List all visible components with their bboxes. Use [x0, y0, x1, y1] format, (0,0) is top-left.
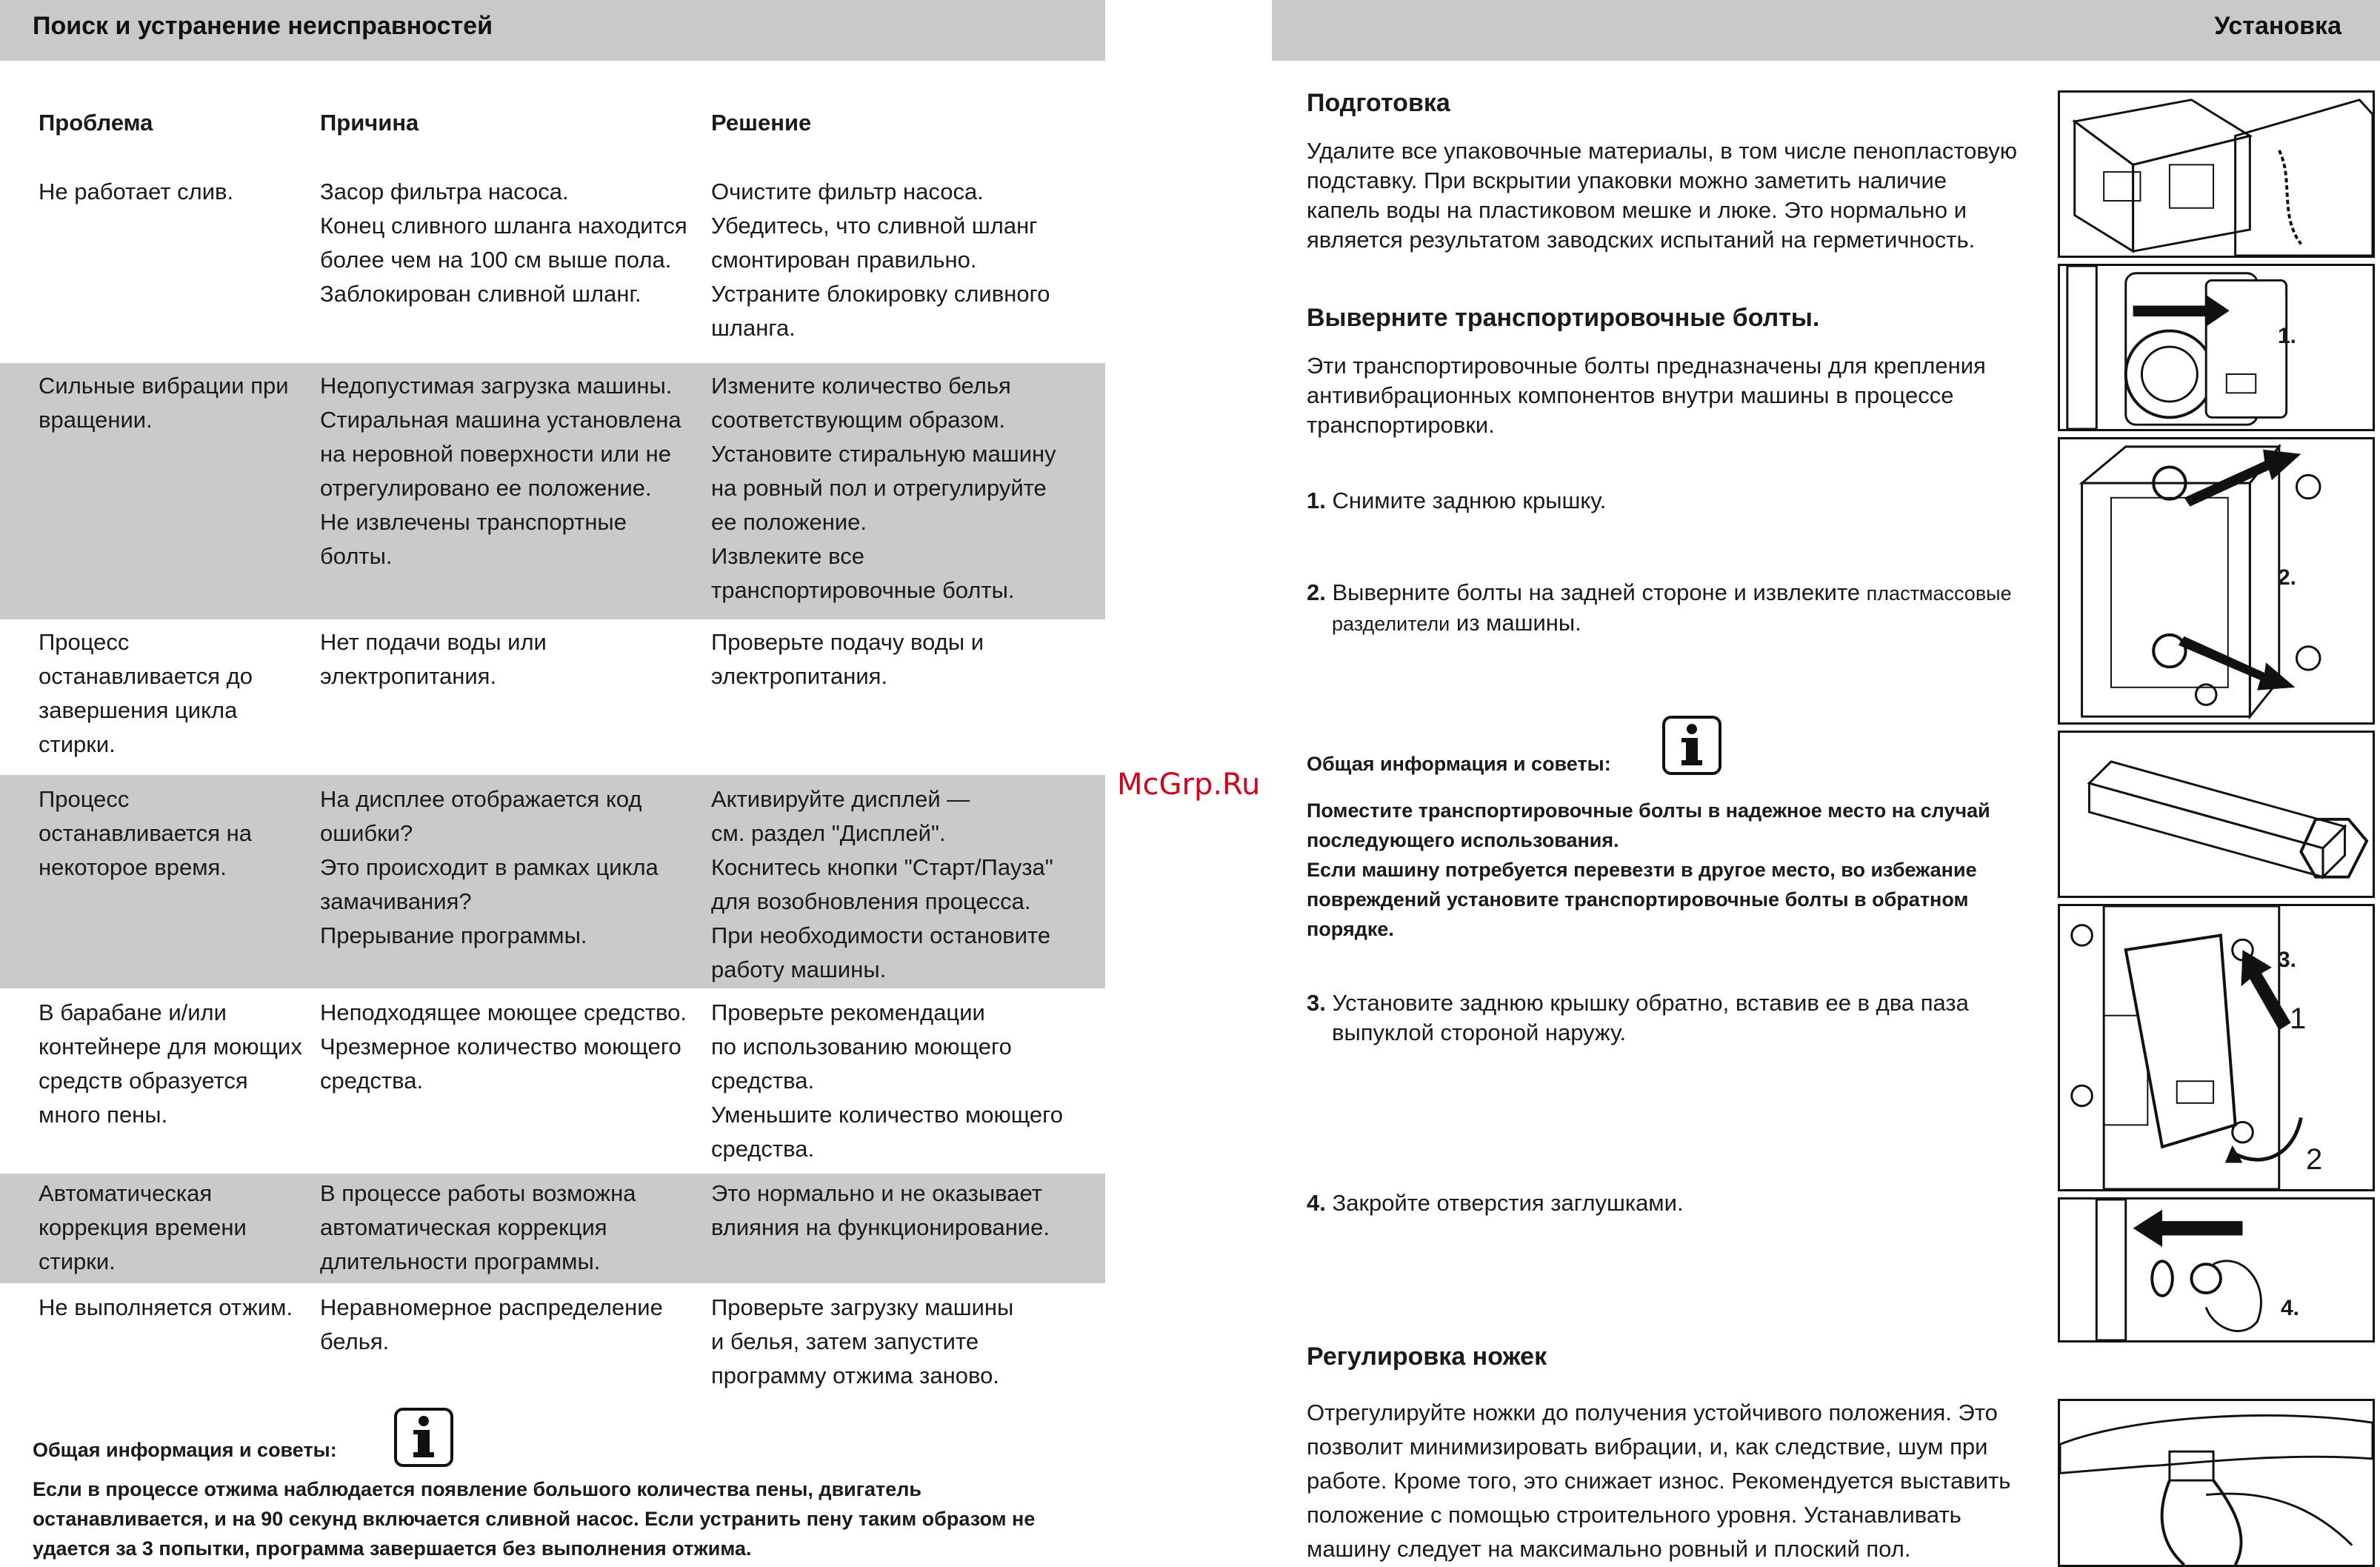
cause-cell: Засор фильтра насоса. Конец сливного шланга находится более чем на 100 см выше пола. Заблокирован сливной шланг.	[320, 179, 687, 307]
table-row	[0, 175, 1105, 362]
step-1	[1307, 486, 2047, 516]
right-header-band	[1272, 0, 2380, 61]
solution-cell: Проверьте рекомендации по использованию моющего средства. Уменьшите количество моющего средства.	[711, 999, 1064, 1162]
solution-cell: Проверьте подачу воды и электропитания.	[711, 629, 984, 689]
watermark: McGrp.Ru	[1117, 768, 1261, 802]
table-row	[0, 1174, 1105, 1283]
step-text: Снимите заднюю крышку.	[1332, 488, 1607, 513]
column-header-solution: Решение	[711, 110, 812, 136]
figure-refit-cover	[2058, 904, 2375, 1191]
table-row	[0, 775, 1105, 988]
step-text: Выверните болты на задней стороне и извлеките	[1332, 579, 1861, 605]
solution-cell: Очистите фильтр насоса. Убедитесь, что сливной шланг смонтирован правильно. Устраните блокировку сливного шланга.	[711, 179, 1050, 341]
step-text: из машины.	[1456, 610, 1581, 636]
step-number: 3.	[1307, 990, 1326, 1016]
step-text-small: пластмассовые разделители	[1332, 582, 2012, 635]
solution-cell: Активируйте дисплей — см. раздел "Дисплей". Коснитесь кнопки "Старт/Пауза" для возобновления процесса. При необходимости остановите работу машины.	[711, 786, 1053, 982]
step-4	[1307, 1188, 2047, 1218]
cause-cell: Неподходящее моющее средство. Чрезмерное количество моющего средства.	[320, 999, 687, 1094]
feet-text: Отрегулируйте ножки до получения устойчивого положения. Это позволит минимизировать вибрации, и, как следствие, шум при работе. Кроме того, это снижает износ. Рекомендуется выставить положение с помощью строительного уровня. Устанавливать машину следует на максимально ровный и плоский пол.	[1307, 1400, 2011, 1562]
section-title-bolts: Выверните транспортировочные болты.	[1307, 304, 1820, 332]
solution-cell: Измените количество белья соответствующим образом. Установите стиральную машину на ровный пол и отрегулируйте ее положение. Извлеките все транспортировочные болты.	[711, 373, 1056, 603]
table-row	[0, 363, 1105, 619]
figure-remove-bolts	[2058, 437, 2375, 725]
arrow-label: 2	[2306, 1143, 2323, 1176]
section-title-preparation: Подготовка	[1307, 89, 1450, 117]
figure-adjust-feet	[2058, 1399, 2375, 1567]
problem-cell: Автоматическая коррекция времени стирки.	[39, 1180, 247, 1274]
cause-cell: Нет подачи воды или электропитания.	[320, 629, 547, 689]
bolts-text: Эти транспортировочные болты предназначены для крепления антивибрационных компонентов внутри машины в процессе транспортировки.	[1307, 353, 1986, 438]
step-text: Установите заднюю крышку обратно, вставив ее в два паза выпуклой стороной наружу.	[1332, 990, 1969, 1045]
figure-number: 1.	[2278, 324, 2297, 348]
problem-cell: В барабане и/или контейнере для моющих средств образуется много пены.	[39, 999, 302, 1128]
section-title-feet: Регулировка ножек	[1307, 1343, 1547, 1371]
figure-packaging	[2058, 90, 2375, 258]
step-number: 2.	[1307, 579, 1326, 605]
cause-cell: Неравномерное распределение белья.	[320, 1294, 663, 1354]
problem-cell: Сильные вибрации при вращении.	[39, 373, 289, 433]
solution-cell: Это нормально и не оказывает влияния на функционирование.	[711, 1180, 1050, 1240]
problem-cell: Процесс останавливается на некоторое время.	[39, 786, 253, 880]
step-text: Закройте отверстия заглушками.	[1332, 1190, 1684, 1216]
left-header-band	[0, 0, 1105, 61]
step-2	[1307, 578, 2043, 639]
table-row	[0, 990, 1105, 1172]
info-icon	[394, 1408, 453, 1467]
arrow-label: 1	[2290, 1002, 2307, 1035]
page-title-installation: Установка	[2214, 12, 2341, 40]
preparation-text: Удалите все упаковочные материалы, в том числе пенопластовую подставку. При вскрытии упаковки можно заметить наличие капель воды на пластиковом мешке и люке. Это нормально и является результатом заводских испытаний на герметичность.	[1307, 138, 2017, 253]
table-header	[0, 110, 1105, 141]
info-note: Поместите транспортировочные болты в надежное место на случай последующего использования. Если машину потребуется перевезти в другое место, во избежание повреждений установите транспортировочные болты в обратном порядке.	[1307, 799, 1990, 940]
info-icon	[1662, 716, 1721, 775]
cause-cell: В процессе работы возможна автоматическая коррекция длительности программы.	[320, 1180, 636, 1274]
figure-number: 4.	[2281, 1296, 2300, 1320]
problem-cell: Процесс останавливается до завершения цикла стирки.	[39, 629, 253, 757]
cause-cell: На дисплее отображается код ошибки? Это происходит в рамках цикла замачивания? Прерывание программы.	[320, 786, 659, 948]
step-number: 1.	[1307, 488, 1326, 513]
info-label: Общая информация и советы:	[1307, 753, 1611, 775]
cause-cell: Недопустимая загрузка машины. Стиральная машина установлена на неровной поверхности или не отрегулировано ее положение. Не извлечены транспортные болты.	[320, 373, 681, 569]
table-row	[0, 1286, 1105, 1397]
table-row	[0, 616, 1105, 772]
figure-back-cover	[2058, 264, 2375, 431]
problem-cell: Не выполняется отжим.	[39, 1294, 293, 1320]
figure-number: 2.	[2278, 565, 2297, 590]
problem-cell: Не работает слив.	[39, 179, 234, 204]
info-label: Общая информация и советы:	[33, 1439, 337, 1461]
step-number: 4.	[1307, 1190, 1326, 1216]
figure-number: 3.	[2278, 948, 2297, 972]
step-3	[1307, 988, 2013, 1048]
column-header-problem: Проблема	[39, 110, 153, 136]
info-note: Если в процессе отжима наблюдается появление большого количества пены, двигатель останавливается, и на 90 секунд включается сливной насос. Если устранить пену таким образом не удается за 3 попытки, программа завершается без выполнения отжима.	[33, 1478, 1036, 1560]
page-title-troubleshooting: Поиск и устранение неисправностей	[33, 12, 493, 40]
figure-bolt-spacer	[2058, 731, 2375, 898]
figure-plugs	[2058, 1197, 2375, 1343]
column-header-cause: Причина	[320, 110, 419, 136]
solution-cell: Проверьте загрузку машины и белья, затем запустите программу отжима заново.	[711, 1294, 1014, 1388]
